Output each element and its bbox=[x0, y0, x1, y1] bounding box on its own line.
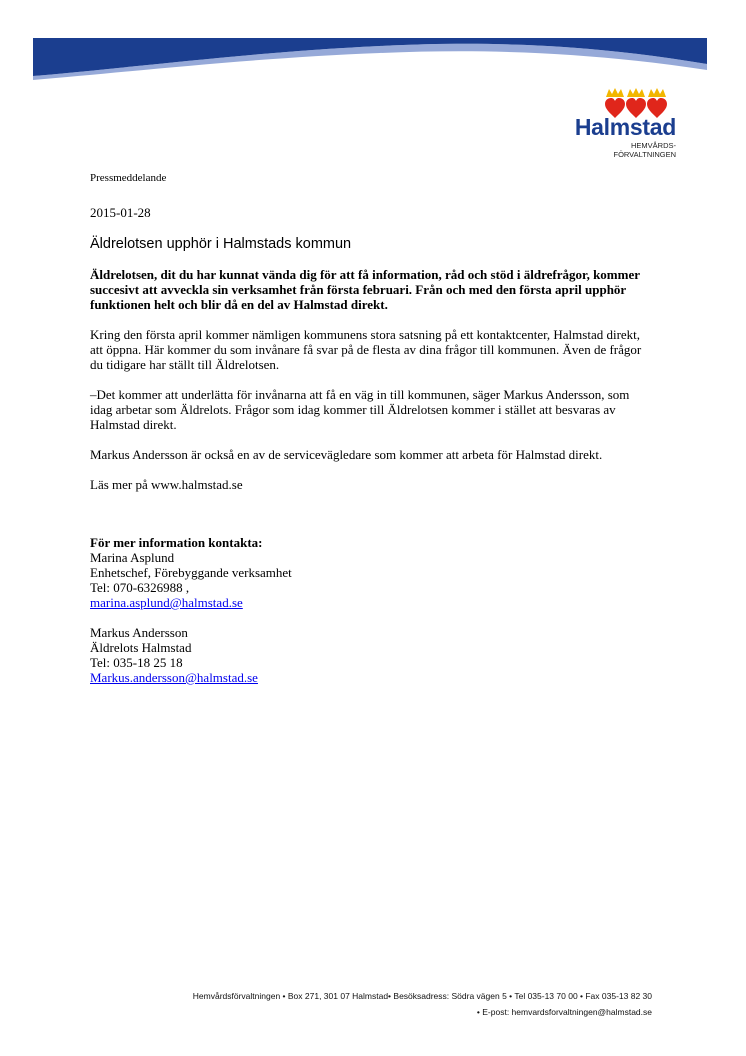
read-more-text: Läs mer på www.halmstad.se bbox=[90, 477, 243, 492]
contact-email-link[interactable]: Markus.andersson@halmstad.se bbox=[90, 670, 258, 685]
body-paragraph-2: –Det kommer att underlätta för invånarna att få en väg in till kommunen, säger Markus Andersson, som idag arbetar som Äldrelots. Frågor som idag kommer till Äldrelotsen kommer i stället att besvaras av Halmstad direkt. bbox=[90, 387, 630, 432]
logo-wordmark: Halmstad bbox=[574, 114, 676, 140]
contact-title: Enhetschef, Förebyggande verksamhet bbox=[90, 565, 292, 580]
logo-department bbox=[560, 141, 676, 159]
body-paragraph-3: Markus Andersson är också en av de servicevägledare som kommer att arbeta för Halmstad direkt. bbox=[90, 447, 603, 462]
logo-department-line-1: HEMVÅRDS- bbox=[630, 141, 676, 150]
footer-address-line: Hemvårdsförvaltningen • Box 271, 301 07 Halmstad• Besöksadress: Södra vägen 5 • Tel 035-13 70 00 • Fax 035-13 82 30 bbox=[192, 991, 652, 1001]
headline: Äldrelotsen upphör i Halmstads kommun bbox=[90, 236, 352, 252]
contact-title: Äldrelots Halmstad bbox=[90, 640, 192, 655]
contact-email-link[interactable]: marina.asplund@halmstad.se bbox=[90, 595, 243, 610]
contact-name: Marina Asplund bbox=[90, 550, 175, 565]
contact-card-1 bbox=[90, 550, 650, 610]
document-date: 2015-01-28 bbox=[90, 205, 151, 220]
body-paragraph-1: Kring den första april kommer nämligen kommunens stora satsning på ett kontaktcenter, Halmstad direkt, att öppna. Här kommer du som invånare få svar på de flesta av dina frågor till kommunen. Även de frågor du tidigare har ställt till Äldrelotsen. bbox=[90, 327, 642, 372]
lead-paragraph: Äldrelotsen, dit du har kunnat vända dig för att få information, råd och stöd i äldrefrågor, kommer succesivt att avveckla sin verksamhet från första februari. Från och med den första april upphör funktionen helt och blir då en del av Halmstad direkt. bbox=[90, 267, 640, 312]
footer-email-line: • E-post: hemvardsforvaltningen@halmstad.se bbox=[476, 1007, 652, 1017]
halmstad-logo bbox=[560, 88, 680, 178]
press-release-body bbox=[90, 172, 650, 685]
contact-name: Markus Andersson bbox=[90, 625, 188, 640]
logo-department-line-2: FÖRVALTNINGEN bbox=[613, 150, 676, 159]
contact-heading: För mer information kontakta: bbox=[90, 535, 263, 550]
contact-card-2 bbox=[90, 625, 650, 685]
contact-phone: Tel: 070-6326988 , bbox=[90, 580, 190, 595]
page-footer bbox=[60, 988, 652, 1020]
document-type-label: Pressmeddelande bbox=[90, 172, 167, 184]
contact-phone: Tel: 035-18 25 18 bbox=[90, 655, 183, 670]
